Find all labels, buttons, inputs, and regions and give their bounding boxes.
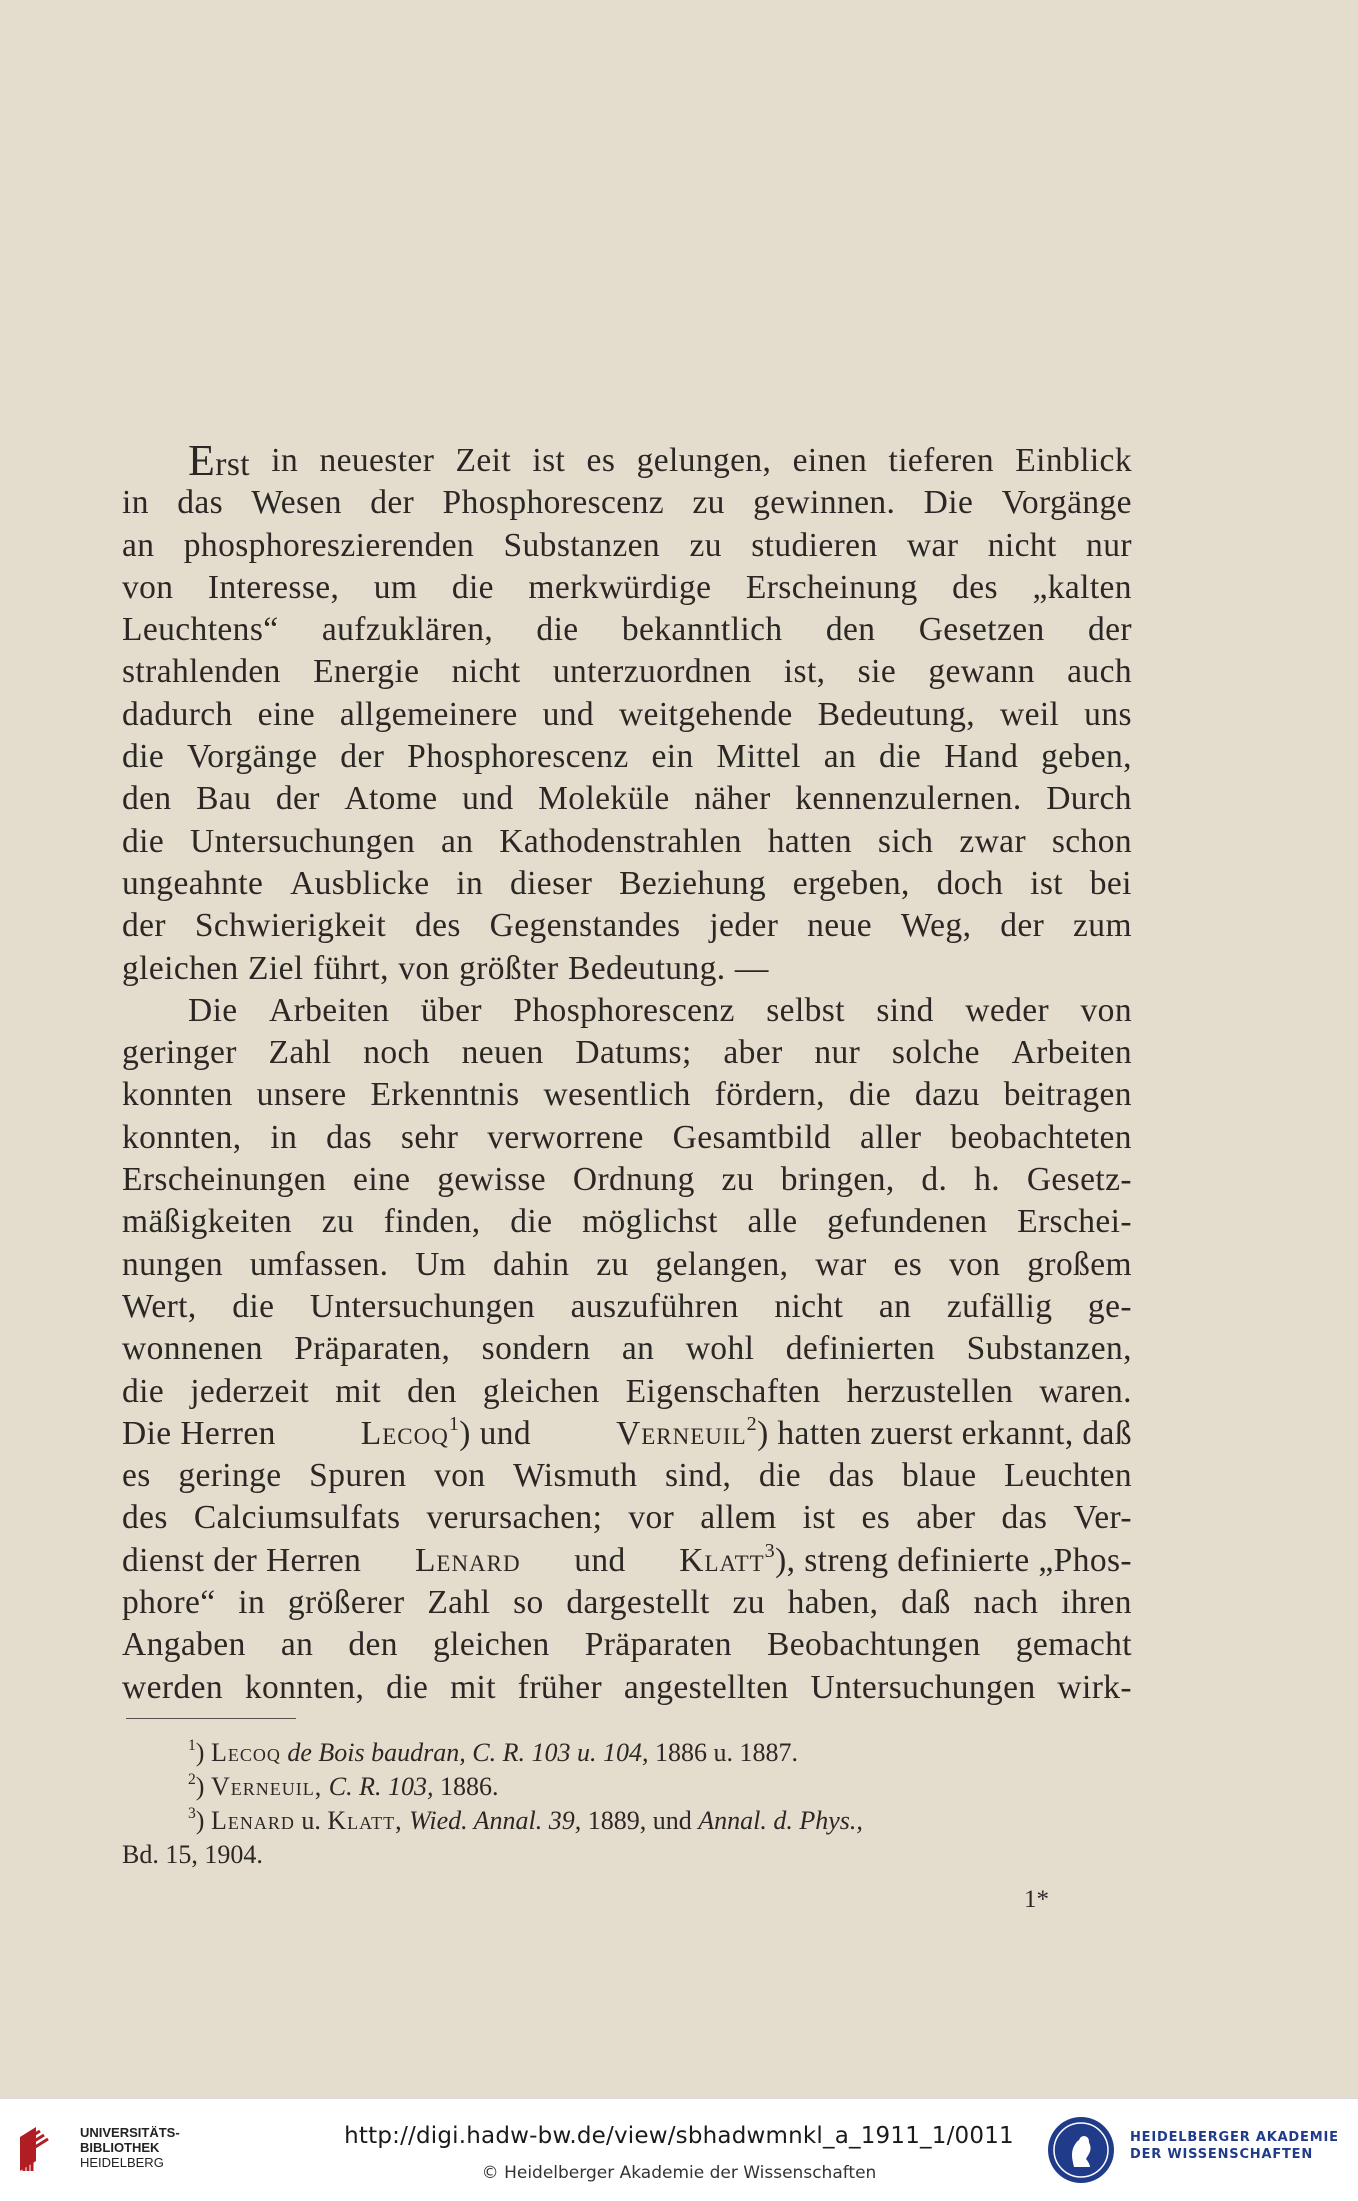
word: der [275,780,320,818]
word: Bedeutung. [568,949,726,987]
page-number: 1* [1024,1886,1049,1913]
word: Bau [196,780,252,818]
word: ist [802,1499,836,1537]
word: wohl [685,1330,755,1368]
word: aller [859,1118,922,1156]
word: phosphoreszierenden [183,526,475,564]
word: wirk- [1057,1668,1132,1706]
word: Zahl [268,1034,332,1072]
word: neuester [319,442,435,479]
word: in [270,1118,298,1156]
word: führt, [312,949,389,987]
word: über [420,991,482,1029]
word: in [238,1584,266,1622]
word: Calciumsulfats [193,1499,401,1537]
text-line [122,1497,1132,1539]
word: Eigenschaften [625,1372,821,1410]
word: das [1001,1499,1048,1537]
word: sind [876,991,934,1029]
word: weil [999,695,1060,733]
word: Die [923,484,974,522]
word: mit [450,1668,496,1706]
word: nicht [451,653,521,691]
word: sich [877,822,934,860]
word: zu [732,1584,765,1622]
word: d. [921,1161,948,1199]
word: jederzeit [190,1372,310,1410]
word: ist, [783,653,826,691]
word: alle [747,1203,798,1241]
text-line [122,990,1132,1032]
word: Interesse, [207,568,340,606]
word: Gesetz- [1026,1161,1132,1199]
word: auch [1067,653,1132,691]
word: wonnenen [122,1330,263,1368]
word: in [122,484,149,522]
word: aber [723,1034,783,1072]
text-line [122,863,1132,905]
word: „kalten [1032,568,1132,606]
footnote-ref[interactable]: 3 [764,1539,776,1562]
word: an [440,822,474,860]
word: von [948,1245,1001,1283]
text-line [122,1074,1132,1116]
word: es [893,1245,923,1283]
word: Erscheinung [745,568,918,606]
word: zum [1073,907,1132,945]
word: Ausblicke [290,864,430,902]
word: sie [857,653,897,691]
author-name: Lenard [414,1541,521,1579]
word: Zahl [427,1584,491,1622]
footnotes [122,1736,1132,1872]
word: nicht [774,1287,844,1325]
word: der [122,907,166,945]
word: dieser [509,864,593,902]
word: konnten, [244,1668,365,1706]
word: die [451,568,494,606]
author-name: Klatt [679,1541,765,1579]
word: Gesamtbild [672,1118,832,1156]
footnote-ref[interactable]: 2 [746,1412,758,1435]
footer-bar [0,2098,1358,2201]
word: und [462,780,514,818]
word: jeder [709,907,779,945]
text-line [122,948,1132,990]
word: ergeben, [792,864,910,902]
word: gefundenen [827,1203,988,1241]
word: nungen [122,1245,224,1283]
text-line [122,525,1132,567]
author-name: Verneuil [616,1414,747,1452]
word: gemacht [1015,1626,1132,1664]
word: es [861,1499,891,1537]
word: das [177,484,224,522]
word: gelangen, [655,1245,789,1283]
word: nur [814,1034,861,1072]
text-line [122,905,1132,947]
word: verursachen; [426,1499,603,1537]
academy-seal-icon[interactable] [1046,2115,1116,2185]
footnote-3: $^3$) Lenard u. Klatt, Wied. Annal. 39, 1889, und Annal. d. Phys., [188,1805,863,1835]
word: sondern [481,1330,591,1368]
word: die [758,1457,801,1495]
text-line [122,821,1132,863]
word: die [122,822,165,860]
word: und [542,695,595,733]
word: neue [807,907,872,945]
word: Datums; [575,1034,692,1072]
word: Hand [944,738,1019,776]
word: vor [628,1499,675,1537]
word: herzustellen [846,1372,1014,1410]
text-line [122,1159,1132,1201]
word: der [340,738,385,776]
word: Kathodenstrahlen [499,822,742,860]
word: Phosphorescenz [513,991,735,1029]
word: den [348,1626,398,1664]
word: beobachteten [950,1118,1132,1156]
university-library-name: UNIVERSITÄTS- BIBLIOTHEK HEIDELBERG [80,2125,180,2170]
word: um [373,568,418,606]
word: weitgehende [618,695,793,733]
text-line [122,694,1132,736]
word: haben, [787,1584,879,1622]
word: gewinnen. [753,484,896,522]
word: von [434,1457,486,1495]
word: konnten, [122,1118,242,1156]
word: gelungen, [636,442,772,479]
word: wesentlich [543,1076,691,1114]
word: gleichen [482,1372,600,1410]
word: von [122,568,174,606]
text-line [122,1371,1132,1413]
word: Atome [344,780,438,818]
word: finden, [383,1203,481,1241]
word: in [271,442,299,479]
word: großem [1027,1245,1132,1283]
word: Phosphorescenz [407,738,629,776]
word: mit [335,1372,382,1410]
word: ist [1030,864,1063,902]
word: Vorgänge [187,738,318,776]
word: definierten [785,1330,936,1368]
word: Präparaten, [294,1330,451,1368]
word: schon [1051,822,1132,860]
word: nur [1086,526,1132,564]
word: allgemeinere [339,695,518,733]
text-line [122,1582,1132,1624]
word: selbst [766,991,845,1029]
word: es [122,1457,151,1495]
word: blaue [902,1457,977,1495]
word: Durch [1046,780,1132,818]
word: sehr [400,1118,459,1156]
copyright-notice: © Heidelberger Akademie der Wissenschaften [481,2163,877,2183]
word: die [848,1076,891,1114]
text-line [122,567,1132,609]
word: den [407,1372,457,1410]
word: gleichen [122,949,239,987]
word: Weg, [900,907,972,945]
word: eine [353,1161,411,1199]
word: allem [700,1499,777,1537]
word: Wesen [251,484,342,522]
academy-name: HEIDELBERGER AKADEMIE DER WISSENSCHAFTEN [1130,2130,1339,2162]
word: eine [257,695,316,733]
word: zu [321,1203,355,1241]
word: solche [891,1034,980,1072]
word: Arbeiten [1011,1034,1132,1072]
word: dahin [493,1245,570,1283]
word: die [232,1287,275,1325]
text-line [122,482,1132,524]
word: ungeahnte [122,864,264,902]
word: Wert, [122,1287,197,1325]
word: nicht [987,526,1057,564]
word: Untersuchungen [810,1668,1036,1706]
word: — [734,949,769,987]
text-line [122,778,1132,820]
word: Leuchtens“ [122,611,279,649]
word: dargestellt [566,1584,710,1622]
text-line [122,651,1132,693]
text-line [122,1244,1132,1286]
word: der [1087,611,1132,649]
word: in [456,864,484,902]
author-name: Lecoq [360,1414,449,1452]
text-line [122,1455,1132,1497]
word: bekanntlich [621,611,783,649]
word: noch [363,1034,430,1072]
word: Bedeutung, [817,695,976,733]
word: studieren [751,526,878,564]
word: die [536,611,579,649]
word: die [122,738,165,776]
word: Wismuth [513,1457,638,1495]
word: ist [532,442,566,479]
word: phore“ [122,1584,216,1622]
word: des [414,907,461,945]
word: Mittel [716,738,801,776]
word: nach [973,1584,1039,1622]
word: konnten [122,1076,233,1114]
word: zu [692,484,725,522]
text-line [122,1286,1132,1328]
word: angestellten [623,1668,789,1706]
body-text [122,436,1132,1709]
word: das [326,1118,373,1156]
word: Beziehung [619,864,766,902]
word: Arbeiten [269,991,390,1029]
text-line [122,736,1132,778]
word: geben, [1041,738,1132,776]
word: geringe [178,1457,282,1495]
word: tieferen [888,442,994,479]
word: von [398,949,450,987]
word: zu [721,1161,754,1199]
footnote-2: $^2$) Verneuil, C. R. 103, 1886. [188,1771,499,1801]
word: Zeit [455,442,512,479]
text-line [122,1117,1132,1159]
text-line [122,609,1132,651]
word: unsere [256,1076,347,1114]
text-line [122,1328,1132,1370]
word: größerer [287,1584,405,1622]
word: Substanzen [503,526,661,564]
word: größter [459,949,559,987]
word: Beobachtungen [767,1626,981,1664]
word: Gegenstandes [489,907,681,945]
word: bringen, [780,1161,895,1199]
text-line [122,1624,1132,1666]
word: Spuren [309,1457,407,1495]
word: so [513,1584,544,1622]
word: Gesetzen [918,611,1045,649]
word: früher [517,1668,603,1706]
word: umfassen. [249,1245,389,1283]
word: aber [916,1499,976,1537]
word: gleichen [432,1626,550,1664]
word: Substanzen, [966,1330,1132,1368]
word: Schwierigkeit [194,907,387,945]
word: werden [122,1668,223,1706]
word: war [815,1245,867,1283]
word: Erschei- [1017,1203,1132,1241]
text-line [122,1032,1132,1074]
word: Die [188,991,238,1029]
word: unterzuordnen [552,653,752,691]
footnote-1: $^1$) Lecoq de Bois baudran, C. R. 103 u. 104, 1886 u. 1887. [188,1737,798,1767]
word: von [1080,991,1132,1029]
word: h. [974,1161,1001,1199]
text-line [122,1667,1132,1709]
word: doch [936,864,1004,902]
word: geringer [122,1034,237,1072]
word: die [510,1203,553,1241]
permalink-url[interactable]: http://digi.hadw-bw.de/view/sbhadwmnkl_a_1911_1/0011 [344,2123,1014,2149]
word: näher [694,780,771,818]
word: ihren [1061,1584,1132,1622]
word: möglichst [582,1203,718,1241]
word: merkwürdige [528,568,712,606]
word: an [823,738,857,776]
word: neuen [461,1034,544,1072]
word: Erscheinungen [122,1161,327,1199]
word: verworrene [487,1118,644,1156]
word: Phosphorescenz [442,484,664,522]
word: die [122,1372,165,1410]
word: sind, [665,1457,732,1495]
text-line: Die Herren Lecoq$^1$) und Verneuil$^2$) hatten zuerst erkannt, daß [122,1412,1132,1452]
word: dadurch [122,695,233,733]
word: einen [792,442,868,479]
word: ein [651,738,694,776]
word: hatten [767,822,853,860]
word: aufzuklären, [321,611,494,649]
word: zu [596,1245,629,1283]
word: Untersuchungen [189,822,416,860]
word: gewisse [437,1161,547,1199]
word: die [386,1668,429,1706]
word: Erkenntnis [370,1076,520,1114]
word: Angaben [122,1626,246,1664]
word: Ordnung [572,1161,695,1199]
word: zwar [959,822,1026,860]
text-line: dienst der Herren Lenard und Klatt$^3$), streng definierte „Phos- [122,1540,1132,1582]
word: weder [965,991,1050,1029]
word: Ver- [1073,1499,1132,1537]
word: war [906,526,959,564]
word: zufällig [946,1287,1053,1325]
word: kennenzulernen. [795,780,1022,818]
word: Moleküle [538,780,670,818]
word: an [280,1626,314,1664]
word: des [122,1499,168,1537]
word: Vorgänge [1001,484,1132,522]
word: Leuchten [1004,1457,1132,1495]
word: die [879,738,922,776]
word: an [621,1330,655,1368]
word: waren. [1039,1372,1132,1410]
word: Ziel [248,949,304,987]
text-line [122,1201,1132,1243]
word: gewann [928,653,1035,691]
word: es [586,442,616,479]
word: Einblick [1015,442,1132,479]
footnote-ref[interactable]: 1 [448,1412,460,1435]
word: ge- [1087,1287,1132,1325]
word: das [828,1457,875,1495]
word: Erst [188,436,250,485]
word: den [122,780,172,818]
footnote-3-continued: Bd. 15, 1904. [122,1840,263,1869]
word: dazu [914,1076,980,1114]
word: an [122,526,155,564]
word: den [825,611,876,649]
word: auszuführen [570,1287,739,1325]
word: Energie [313,653,420,691]
word: der [1000,907,1045,945]
word: strahlenden [122,653,281,691]
word: des [952,568,998,606]
word: Untersuchungen [309,1287,536,1325]
word: zu [689,526,722,564]
word: fördern, [714,1076,825,1114]
word: der [370,484,415,522]
word: uns [1084,695,1132,733]
footnote-rule [126,1718,296,1719]
word: mäßigkeiten [122,1203,292,1241]
word: Präparaten [584,1626,732,1664]
text-line [122,436,1132,485]
word: Um [415,1245,467,1283]
word: beitragen [1003,1076,1132,1114]
word: bei [1089,864,1132,902]
word: daß [901,1584,951,1622]
word: an [878,1287,912,1325]
